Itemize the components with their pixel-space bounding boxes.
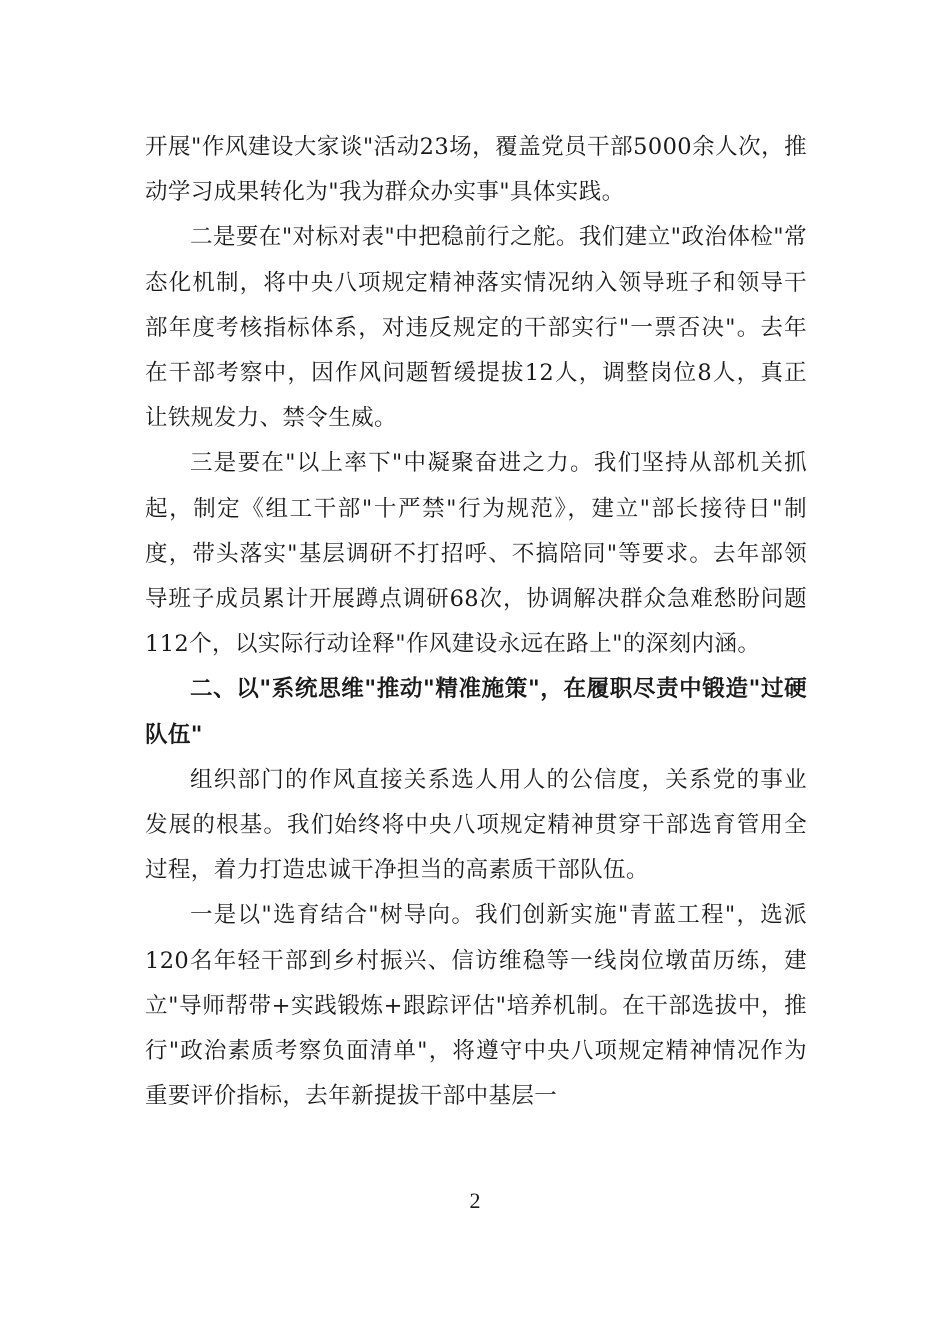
paragraph-third-point: 三是要在"以上率下"中凝聚奋进之力。我们坚持从部机关抓起，制定《组工干部"十严禁"行为规范》，建立"部长接待日"制度，带头落实"基层调研不打招呼、不搞陪同"等要求。去年部领导班子成员累计开展蹲点调研68次，协调解决群众急难愁盼问题112个，以实际行动诠释"作风建设永远在路上"的深刻内涵。 xyxy=(145,450,807,658)
paragraph-section-intro: 组织部门的作风直接关系选人用人的公信度，关系党的事业发展的根基。我们始终将中央八项规定精神贯穿干部选育管用全过程，着力打造忠诚干净担当的高素质干部队伍。 xyxy=(145,766,807,884)
paragraph-first-point: 一是以"选育结合"树导向。我们创新实施"青蓝工程"，选派120名年轻干部到乡村振兴、信访维稳等一线岗位墩苗历练，建立"导师帮带+实践锻炼+跟踪评估"培养机制。在干部选拔中，推行"政治素质考察负面清单"，将遵守中央八项规定精神情况作为重要评价指标，去年新提拔干部中基层一 xyxy=(145,902,807,1110)
page-number: 2 xyxy=(469,1188,481,1213)
paragraph-continued: 开展"作风建设大家谈"活动23场，覆盖党员干部5000余人次，推动学习成果转化为"我为群众办实事"具体实践。 xyxy=(145,134,807,206)
section-heading: 二、以"系统思维"推动"精准施策"，在履职尽责中锻造"过硬队伍" xyxy=(145,676,807,748)
paragraph-second-point: 二是要在"对标对表"中把稳前行之舵。我们建立"政治体检"常态化机制，将中央八项规定精神落实情况纳入领导班子和领导干部年度考核指标体系，对违反规定的干部实行"一票否决"。去年在干部考察中，因作风问题暂缓提拔12人，调整岗位8人，真正让铁规发力、禁令生威。 xyxy=(145,224,807,432)
document-body xyxy=(145,125,807,1119)
